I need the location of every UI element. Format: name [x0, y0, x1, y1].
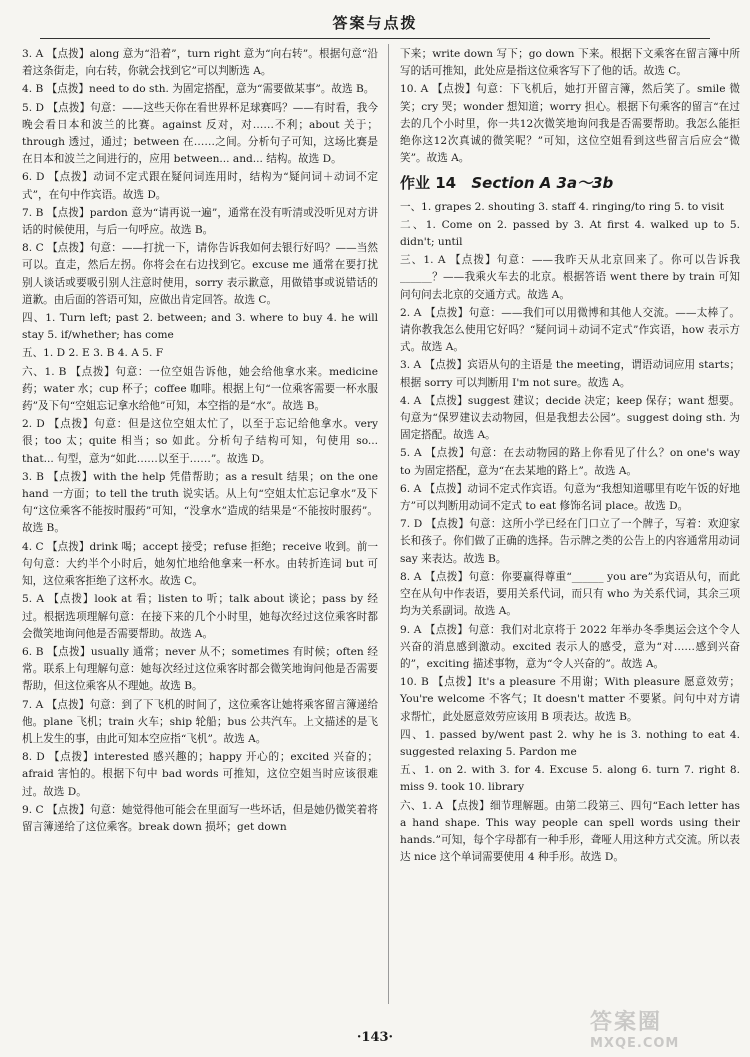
page-title: 答案与点拨 [332, 14, 418, 32]
answer-entry: 4. A 【点拨】suggest 建议；decide 决定；keep 保存；want 想要。句意为“保罗建议去动物园，但是我想去公园”。suggest doing sth. 为固定搭配。故选 A。 [400, 394, 740, 442]
answer-entry: 10. B 【点拨】It's a pleasure 不用谢；With pleasure 愿意效劳；You're welcome 不客气；It doesn't matter 不要紧。问句中对方请求帮忙，此处愿意效劳应该用 B 项表达。故选 B。 [400, 676, 740, 723]
section-title: Section A 3a～3b [471, 174, 614, 193]
answer-entry: 5. A 【点拨】look at 看；listen to 听；talk about 谈论；pass by 经过。根据选项理解句意：在接下来的几个小时里，她每次经过这位乘客时都会微笑地询问他是否需要帮助。故选 A。 [22, 593, 378, 640]
answer-entry: 2. D 【点拨】句意：但是这位空姐太忙了，以至于忘记给他拿水。very 很；too 太；quite 相当；so 如此。分析句子结构可知，句使用 so... that... 句型，意为“如此……以至于……”。故选 D。 [22, 418, 378, 465]
answer-entry: 4. B 【点拨】need to do sth. 为固定搭配，意为“需要做某事”。故选 B。 [22, 83, 375, 96]
answer-entry: 6. A 【点拨】动词不定式作宾语。句意为“我想知道哪里有吃午饭的好地方”可以判断用动词不定式 to eat 修饰名词 place。故选 D。 [400, 482, 740, 513]
answer-entry: 下来；write down 写下；go down 下来。根据下文乘客在留言簿中所写的话可推知，此处应是指这位乘客写下了他的话。故选 C。 [400, 48, 740, 78]
answer-entry: 五、1. on 2. with 3. for 4. Excuse 5. along 6. turn 7. right 8. miss 9. took 10. library [400, 764, 740, 794]
answer-entry: 六、1. B 【点拨】句意：一位空姐告诉他，她会给他拿水来。medicine 药；water 水；cup 杯子；coffee 咖啡。根据上句“一位乘客需要一杯水服药”及下句“空姐忘记拿水给他”可知，本空指的是“水”。故选 B。 [22, 365, 378, 413]
answer-entry: 五、1. D 2. E 3. B 4. A 5. F [22, 347, 164, 360]
left-column [22, 46, 378, 837]
section-label: 作业 14 [400, 174, 457, 193]
answer-entry: 8. D 【点拨】interested 感兴趣的；happy 开心的；excited 兴奋的；afraid 害怕的。根据下句中 bad words 可推知，这位空姐当时应该很难过。故选 D。 [22, 751, 378, 798]
page-header [0, 0, 750, 40]
page-number: ·143· [356, 1030, 394, 1045]
answer-entry: 四、1. passed by/went past 2. why he is 3. nothing to eat 4. suggested relaxing 5. Pardon me [400, 728, 740, 758]
answer-entry: 2. A 【点拨】句意：——我们可以用微博和其他人交流。——太棒了。请你教我怎么使用它好吗？“疑问词＋动词不定式”作宾语，how 表示方式。故选 A。 [400, 306, 740, 354]
answer-entry: 8. C 【点拨】句意：——打扰一下，请你告诉我如何去银行好吗？——当然可以。直走，然后左拐。你将会在右边找到它。excuse me 通常在要打扰别人谈话或要吸引别人注意时使用，sorry 表示歉意，用做错事或说错话的道歉。由后面的答语可知，应做出肯定回答。故选 C。 [22, 242, 378, 306]
header-rule [40, 38, 710, 39]
answer-entry: 7. B 【点拨】pardon 意为“请再说一遍”，通常在没有听清或没听见对方讲话的时候使用，与后一句呼应。故选 B。 [22, 206, 378, 237]
answer-entry: 六、1. A 【点拨】细节理解题。由第二段第三、四句“Each letter has a hand shape. This way people can spell words using their hands.”可知，每个字母都有一种手形，聋哑人用这种方式交流。所以表达 nice 这个单词需要使用 4 种手形。故选 D。 [400, 799, 740, 864]
column-divider [388, 44, 389, 1004]
answer-entry: 10. A 【点拨】句意：下飞机后，她打开留言簿，然后笑了。smile 微笑；cry 哭；wonder 想知道；worry 担心。根据下句乘客的留言“在过去的几个小时里，你一共12次微笑地询问我是否需要帮助。我怎么能拒绝你这12次真诚的微笑呢？”可知，这位空姐看到这些留言后应会“微笑”。故选 A。 [400, 83, 740, 165]
answer-entry: 5. A 【点拨】句意：在去动物园的路上你看见了什么？on one's way to 为固定搭配，意为“在去某地的路上”。故选 A。 [400, 447, 740, 477]
watermark-url: MXQE.COM [590, 1036, 680, 1051]
watermark-text: 答案圈 [590, 1010, 663, 1035]
answer-entry: 4. C 【点拨】drink 喝；accept 接受；refuse 拒绝；receive 收到。前一句句意：大约半个小时后，她匆忙地给他拿来一杯水。由转折连词 but 可知，这位乘客拒绝了这杯水。故选 C。 [22, 540, 378, 588]
answer-entry: 9. A 【点拨】句意：我们对北京将于 2022 年举办冬季奥运会这个令人兴奋的消息感到激动。excited 表示人的感受，意为“对……感到兴奋的”，exciting 描述事物，意为“令人兴奋的”。故选 A。 [400, 623, 740, 670]
answer-entry: 7. D 【点拨】句意：这所小学已经在门口立了一个牌子，写着：欢迎家长和孩子。你们做了正确的选择。告示牌之类的公告上的内容通常用动词 say 来表达。故选 B。 [400, 518, 740, 565]
answer-entry: 5. D 【点拨】句意：——这些天你在看世界杯足球赛吗？——有时看，我今晚会看日本和波兰的比赛。against 反对，对……不利；about 关于；through 透过，通过；between 在……之间。分析句子可知，这场比赛是在日本和波兰之间进行的，应用 between... and... 结构。故选 D。 [22, 101, 378, 166]
section-heading [400, 175, 740, 192]
answer-entry: 3. A 【点拨】宾语从句的主语是 the meeting，谓语动词应用 starts；根据 sorry 可以判断用 I'm not sure。故选 A。 [400, 359, 740, 389]
answer-entry: 6. D 【点拨】动词不定式跟在疑问词连用时，结构为“疑问词＋动词不定式”，在句中作宾语。故选 D。 [22, 171, 378, 201]
watermark-logo [590, 1005, 740, 1055]
answer-entry: 9. C 【点拨】句意：她觉得他可能会在里面写一些坏话，但是她仍微笑着将留言簿递给了这位乘客。break down 损坏；get down [22, 803, 378, 833]
answer-entry: 3. A 【点拨】along 意为“沿着”，turn right 意为“向右转”。根据句意“沿着这条街走，向右转，你就会找到它”可以判断选 A。 [22, 48, 378, 78]
answer-entry: 二、1. Come on 2. passed by 3. At first 4. walked up to 5. didn't; until [400, 218, 740, 249]
answer-entry: 四、1. Turn left; past 2. between; and 3. where to buy 4. he will stay 5. if/whether; has come [22, 312, 378, 342]
answer-entry: 3. B 【点拨】with the help 凭借帮助；as a result 结果；on the one hand 一方面；to tell the truth 说实话。从上句“空姐太忙忘记拿水”及下句“这位乘客不能按时服药”可知，“没拿水”造成的结果是“不能按时服药”。故选 B。 [22, 470, 378, 535]
answer-entry: 三、1. A 【点拨】句意：——我昨天从北京回来了。你可以告诉我______？——我乘火车去的北京。根据答语 went there by train 可知问句问去北京的交通方式。故选 A。 [400, 254, 740, 301]
answer-entry: 一、1. grapes 2. shouting 3. staff 4. ringing/to ring 5. to visit [400, 200, 725, 213]
answer-entry: 8. A 【点拨】句意：你要赢得尊重“______ you are”为宾语从句，而此空在从句中作表语，要用关系代词，而只有 who 为关系代词，其余三项均为关系副词。故选 A。 [400, 570, 740, 618]
answer-entry: 7. A 【点拨】句意：到了下飞机的时间了，这位乘客让她将乘客留言簿递给他。plane 飞机；train 火车；ship 轮船；bus 公共汽车。上文描述的是飞机上发生的事，由此可知本空应指“飞机”。故选 A。 [22, 698, 378, 745]
right-column [400, 46, 740, 867]
answer-entry: 6. B 【点拨】usually 通常；never 从不；sometimes 有时候；often 经常。联系上句理解句意：她每次经过这位乘客时都会微笑地询问他是否需要帮助，但这位乘客从不理她。故选 B。 [22, 645, 378, 693]
